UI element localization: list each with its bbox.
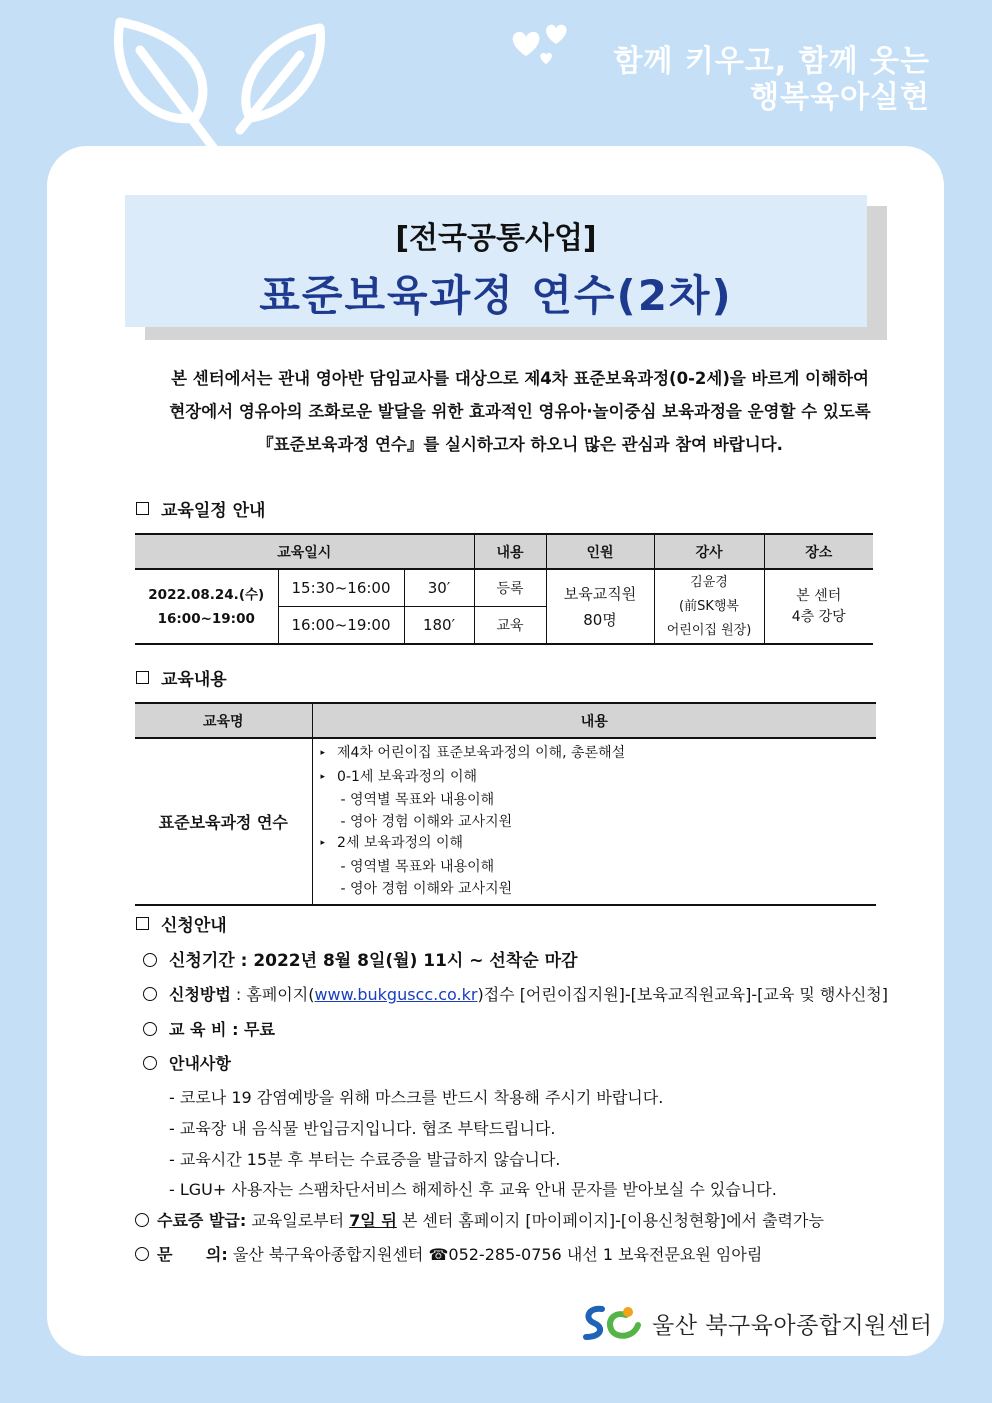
- org-name: 울산 북구육아종합지원센터: [652, 1312, 933, 1339]
- header-content: 내용: [474, 534, 546, 569]
- list-item: ▸ 제4차 어린이집 표준보육과정의 이해, 총론해설: [321, 743, 877, 767]
- apply-notice: [143, 1051, 231, 1074]
- row-time: 15:30~16:00: [278, 569, 404, 606]
- hearts-icon: [508, 18, 578, 68]
- circle-bullet-icon: [143, 953, 157, 967]
- apply-method-post: )접수 [어린이집지원]-[보육교직원교육]-[교육 및 행사신청]: [477, 985, 888, 1004]
- list-item: - 영아 경험 이해와 교사지원: [340, 880, 513, 897]
- apply-notice-label: 안내사항: [169, 1054, 231, 1073]
- header-place: 장소: [764, 534, 873, 569]
- notice-item-1: - 코로나 19 감염예방을 위해 마스크를 반드시 착용해 주시기 바랍니다.: [169, 1088, 664, 1107]
- slogan: [613, 44, 930, 116]
- course-name: 표준보육과정 연수: [135, 738, 312, 905]
- schedule-date-cell: [135, 569, 278, 644]
- row-content: 교육: [474, 606, 546, 644]
- apply-heading: [136, 911, 227, 936]
- list-item: - 영역별 목표와 내용이해: [340, 792, 495, 809]
- lecturer-title-2: 어린이집 원장): [666, 622, 752, 638]
- lecturer-title-1: (前SK행복: [679, 598, 739, 614]
- people-cell: [546, 569, 654, 644]
- place-line-1: 본 센터: [796, 587, 842, 604]
- place-line-2: 4층 강당: [791, 608, 846, 625]
- place-cell: [764, 569, 873, 644]
- apply-fee: [143, 1017, 275, 1040]
- apply-method-pre: : 홈페이지(: [230, 985, 315, 1004]
- slogan-line-1: 함께 키우고, 함께 웃는: [613, 44, 930, 79]
- checkbox-square-icon: [136, 917, 149, 930]
- table-header-row: [135, 534, 873, 569]
- schedule-heading: [136, 496, 265, 521]
- list-item: ▸ 0-1세 보육과정의 이해: [321, 767, 877, 791]
- title-box: [125, 195, 867, 327]
- course-items: [312, 738, 876, 905]
- apply-heading-label: 신청안내: [161, 916, 227, 936]
- table-row: [135, 738, 876, 905]
- row-duration: 180′: [404, 606, 474, 644]
- row-content: 등록: [474, 569, 546, 606]
- apply-period-text: 신청기간 : 2022년 8월 8일(월) 11시 ~ 선착순 마감: [169, 951, 578, 971]
- circle-bullet-icon: [143, 1022, 157, 1036]
- notice-item-3: - 교육시간 15분 후 부터는 수료증을 발급하지 않습니다.: [169, 1150, 561, 1169]
- schedule-time: 16:00~19:00: [157, 610, 255, 627]
- content-heading-label: 교육내용: [161, 670, 227, 690]
- table-row: [135, 569, 873, 606]
- circle-bullet-icon: [143, 987, 157, 1001]
- header-name: 교육명: [135, 703, 312, 738]
- apply-period: [143, 946, 577, 971]
- header-people: 인원: [546, 534, 654, 569]
- header-datetime: 교육일시: [135, 534, 474, 569]
- lecturer-name: 김윤경: [690, 574, 728, 590]
- page-title: 표준보육과정 연수(2차): [259, 271, 733, 320]
- apply-method: [143, 982, 888, 1005]
- certificate-post: 본 센터 홈페이지 [마이페이지]-[이용신청현황]에서 출력가능: [396, 1211, 824, 1230]
- content-heading: [136, 665, 227, 690]
- list-item: - 영역별 목표와 내용이해: [340, 858, 495, 875]
- list-item: ▸ 2세 보육과정의 이해: [321, 833, 877, 857]
- content-table: [135, 702, 876, 906]
- lecturer-cell: [654, 569, 764, 644]
- header-content: 내용: [312, 703, 876, 738]
- notice-item-2: - 교육장 내 음식물 반입금지입니다. 협조 부탁드립니다.: [169, 1119, 556, 1138]
- schedule-table: [135, 533, 873, 645]
- notice-item-4: - LGU+ 사용자는 스팸차단서비스 해제하신 후 교육 안내 문자를 받아보실 수 있습니다.: [169, 1180, 777, 1199]
- list-item: - 영아 경험 이해와 교사지원: [340, 813, 513, 830]
- people-role: 보육교직원: [563, 584, 637, 603]
- table-header-row: [135, 703, 876, 738]
- homepage-link[interactable]: www.bukguscc.co.kr: [314, 985, 478, 1004]
- row-duration: 30′: [404, 569, 474, 606]
- row-time: 16:00~19:00: [278, 606, 404, 644]
- apply-fee-text: 교 육 비 : 무료: [169, 1020, 275, 1039]
- schedule-date: 2022.08.24.(수): [148, 586, 265, 603]
- certificate-info: [135, 1208, 824, 1231]
- header-lecturer: 강사: [654, 534, 764, 569]
- certificate-pre: 교육일로부터: [246, 1211, 350, 1230]
- intro-line-3: 『표준보육과정 연수』를 실시하고자 하오니 많은 관심과 참여 바랍니다.: [257, 435, 783, 454]
- leaf-decoration-icon: [100, 10, 340, 150]
- org-logo: [580, 1303, 932, 1343]
- circle-bullet-icon: [135, 1213, 149, 1227]
- contact-info: [135, 1242, 762, 1265]
- circle-bullet-icon: [143, 1056, 157, 1070]
- circle-bullet-icon: [135, 1247, 149, 1261]
- certificate-label: 수료증 발급:: [157, 1211, 247, 1230]
- title-category: [전국공통사업]: [395, 221, 597, 256]
- checkbox-square-icon: [136, 502, 149, 515]
- slogan-line-2: 행복육아실현: [750, 80, 930, 115]
- intro-text: [130, 362, 910, 461]
- intro-line-2: 현장에서 영유아의 조화로운 발달을 위한 효과적인 영유아·놀이중심 보육과정을 운영할 수 있도록: [169, 402, 871, 421]
- contact-text: 울산 북구육아종합지원센터 ☎052-285-0756 내선 1 보육전문요원 임아림: [227, 1245, 763, 1264]
- schedule-heading-label: 교육일정 안내: [161, 501, 266, 521]
- contact-label: 문 의:: [157, 1245, 228, 1264]
- org-logo-icon: [580, 1303, 642, 1343]
- intro-line-1: 본 센터에서는 관내 영아반 담임교사를 대상으로 제4차 표준보육과정(0-2세)을 바르게 이해하여: [171, 369, 869, 388]
- checkbox-square-icon: [136, 671, 149, 684]
- certificate-days: 7일 뒤: [349, 1211, 397, 1230]
- people-count: 80명: [583, 610, 617, 629]
- apply-method-label: 신청방법: [169, 985, 231, 1004]
